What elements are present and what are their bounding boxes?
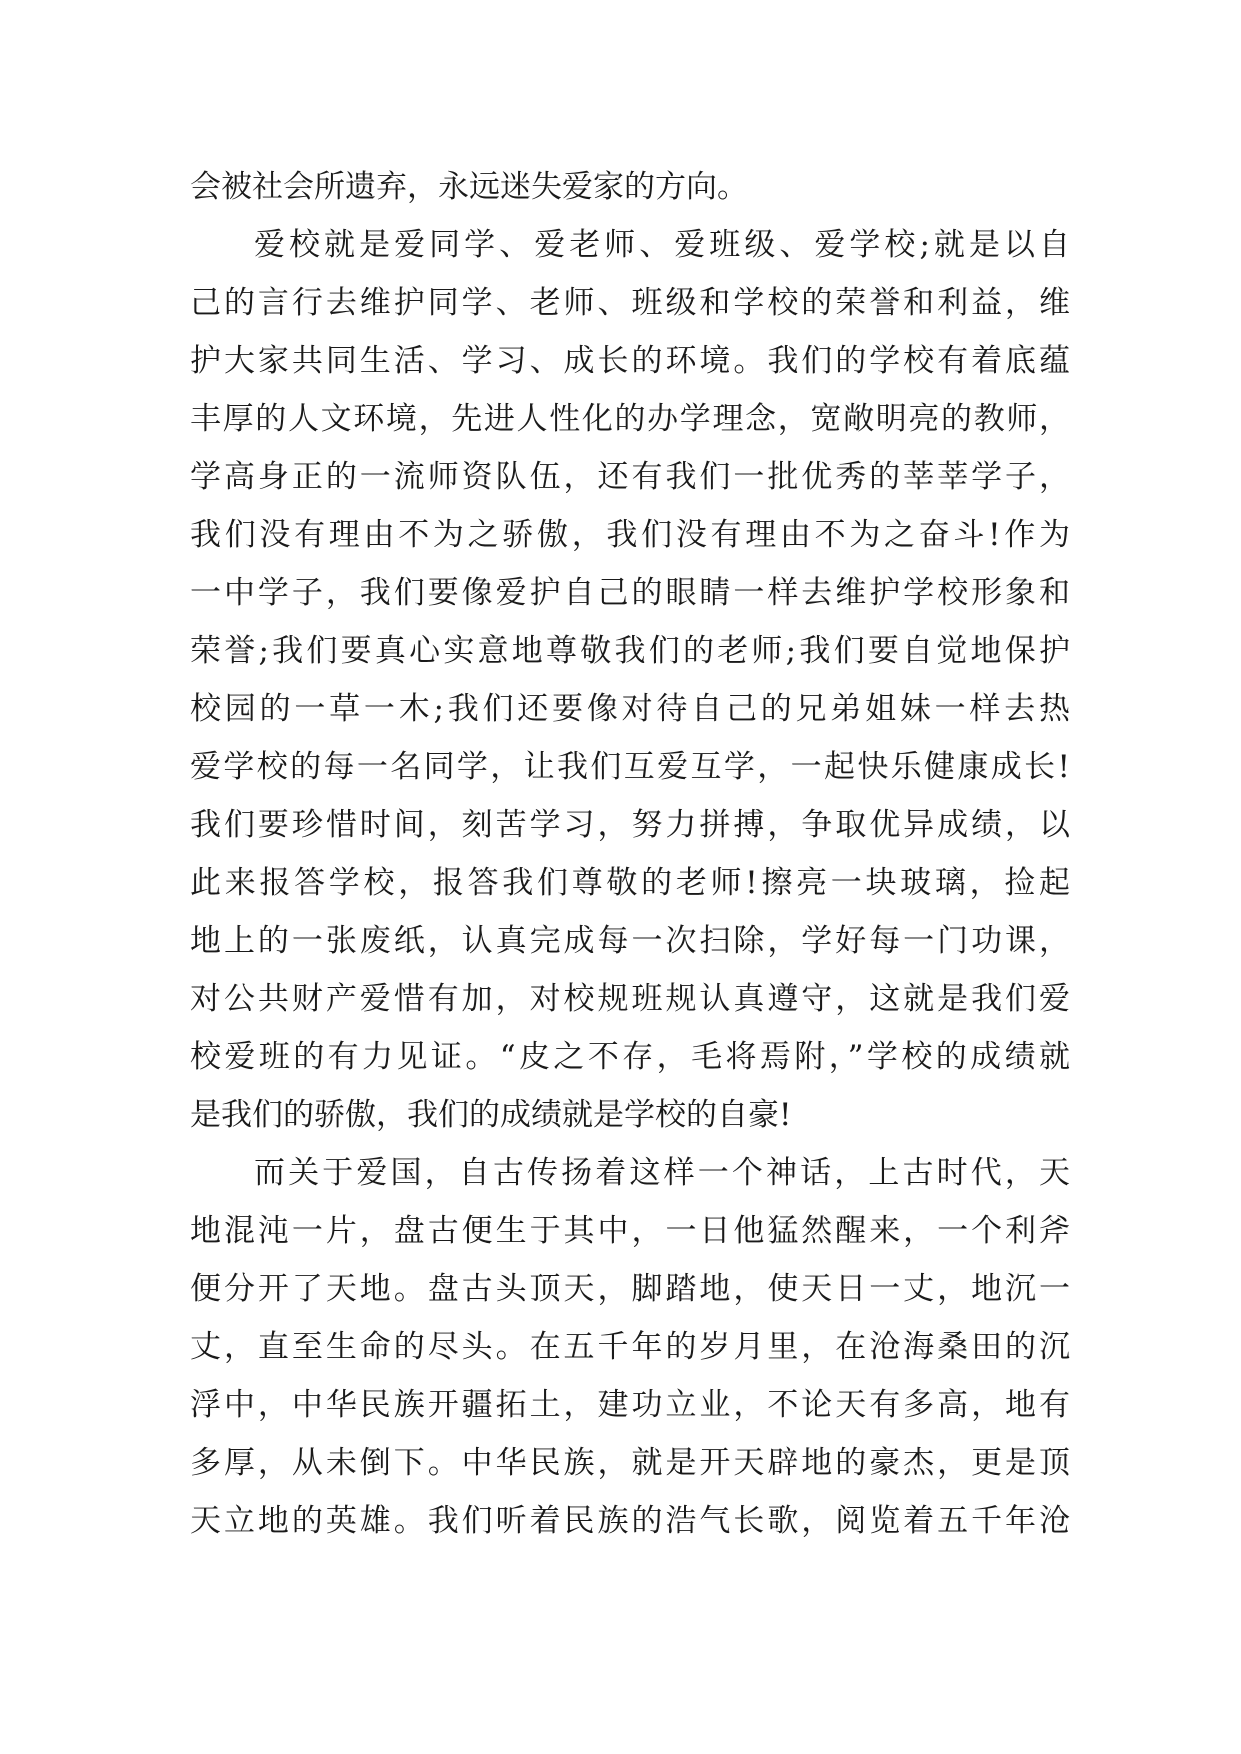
text-line: 己的言行去维护同学、老师、班级和学校的荣誉和利益，维 bbox=[190, 285, 1070, 321]
text-line: 爱学校的每一名同学，让我们互爱互学，一起快乐健康成长! bbox=[190, 749, 1070, 785]
text-line: 校园的一草一木;我们还要像对待自己的兄弟姐妹一样去热 bbox=[190, 691, 1070, 727]
text-line: 多厚，从未倒下。中华民族，就是开天辟地的豪杰，更是顶 bbox=[190, 1445, 1070, 1481]
text-line: 而关于爱国，自古传扬着这样一个神话，上古时代，天 bbox=[254, 1155, 1070, 1191]
text-line: 荣誉;我们要真心实意地尊敬我们的老师;我们要自觉地保护 bbox=[190, 633, 1070, 669]
text-line: 浮中，中华民族开疆拓土，建功立业，不论天有多高，地有 bbox=[190, 1387, 1070, 1423]
text-line: 便分开了天地。盘古头顶天，脚踏地，使天日一丈，地沉一 bbox=[190, 1271, 1070, 1307]
text-line: 学高身正的一流师资队伍，还有我们一批优秀的莘莘学子， bbox=[190, 459, 1070, 495]
text-line: 此来报答学校，报答我们尊敬的老师!擦亮一块玻璃，捡起 bbox=[190, 865, 1070, 901]
text-line: 天立地的英雄。我们听着民族的浩气长歌，阅览着五千年沧 bbox=[190, 1503, 1070, 1539]
text-line: 校爱班的有力见证。“皮之不存，毛将焉附，”学校的成绩就 bbox=[190, 1039, 1070, 1075]
text-line: 丰厚的人文环境，先进人性化的办学理念，宽敞明亮的教师， bbox=[190, 401, 1070, 437]
text-line: 地混沌一片，盘古便生于其中，一日他猛然醒来，一个利斧 bbox=[190, 1213, 1070, 1249]
text-line: 丈，直至生命的尽头。在五千年的岁月里，在沧海桑田的沉 bbox=[190, 1329, 1070, 1365]
text-line: 我们要珍惜时间，刻苦学习，努力拼搏，争取优异成绩，以 bbox=[190, 807, 1070, 843]
text-line: 会被社会所遗弃，永远迷失爱家的方向。 bbox=[190, 169, 748, 205]
text-line: 一中学子，我们要像爱护自己的眼睛一样去维护学校形象和 bbox=[190, 575, 1070, 611]
text-line: 对公共财产爱惜有加，对校规班规认真遵守，这就是我们爱 bbox=[190, 981, 1070, 1017]
text-line: 护大家共同生活、学习、成长的环境。我们的学校有着底蕴 bbox=[190, 343, 1070, 379]
body-text bbox=[190, 158, 1070, 1550]
text-line: 地上的一张废纸，认真完成每一次扫除，学好每一门功课， bbox=[190, 923, 1070, 959]
text-line: 我们没有理由不为之骄傲，我们没有理由不为之奋斗!作为 bbox=[190, 517, 1070, 553]
text-line: 爱校就是爱同学、爱老师、爱班级、爱学校;就是以自 bbox=[254, 227, 1070, 263]
text-line: 是我们的骄傲，我们的成绩就是学校的自豪! bbox=[190, 1097, 792, 1133]
